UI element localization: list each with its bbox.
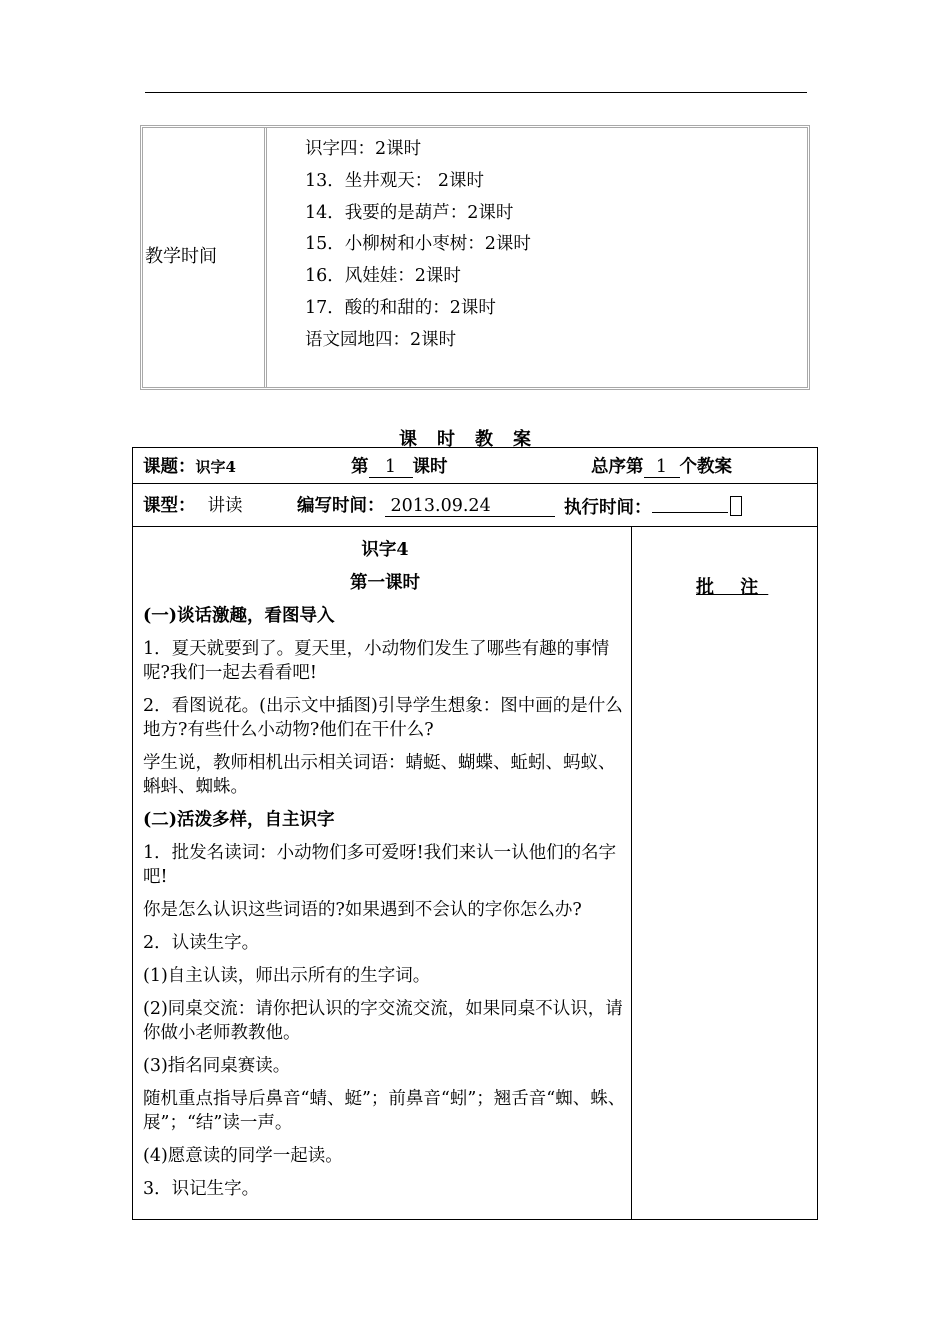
row-divider [133,526,817,527]
paragraph: 随机重点指导后鼻音“蜻、蜓”；前鼻音“蚓”；翘舌音“蜘、蛛、展”；“结”读一声。 [143,1089,626,1133]
schedule-item: 识字四：2课时 [305,139,422,159]
exec-value-blank [652,492,728,513]
compile-value: 2013.09.24 [385,496,555,517]
paragraph: 3．识记生字。 [143,1179,260,1199]
paragraph: (3)指名同桌赛读。 [143,1056,291,1076]
order-number-field [591,453,732,478]
lesson-plan-table [132,447,818,1220]
section-heading: (一)谈话激趣，看图导入 [143,606,335,626]
lesson-heading: 识字4 [361,540,409,560]
compile-label: 编写时间： [297,496,385,516]
lesson-prefix: 第 [351,457,369,477]
row-divider [133,483,817,484]
type-value: 讲读 [207,496,243,516]
topic-label: 课题： [143,457,196,477]
lesson-suffix: 课时 [412,457,448,477]
schedule-label-cell [143,128,267,387]
section-heading: (二)活泼多样，自主识字 [143,810,335,830]
schedule-item: 13．坐井观天： 2课时 [305,170,484,191]
type-label: 课型： [143,496,196,516]
paragraph: (2)同桌交流：请你把认识的字交流交流，如果同桌不认识，请你做小老师教教他。 [143,999,623,1043]
schedule-label: 教学时间 [145,246,217,267]
paragraph: 1．夏天就要到了。夏天里，小动物们发生了哪些有趣的事情呢?我们一起去看看吧! [143,639,610,683]
schedule-item: 语文园地四：2课时 [305,329,457,350]
paragraph: 学生说，教师相机出示相关词语：蜻蜓、蝴蝶、蚯蚓、蚂蚁、蝌蚪、蜘蛛。 [143,753,616,797]
column-divider [631,526,632,1219]
lesson-content [143,538,627,1210]
placeholder-box [730,496,742,516]
order-number: 1 [644,457,680,478]
lesson-number: 1 [369,457,413,478]
lesson-heading: 第一课时 [350,573,420,593]
paragraph: (4)愿意读的同学一起读。 [143,1146,343,1166]
topic-value: 识字4 [195,458,236,476]
lesson-number-field [351,453,448,478]
order-prefix: 总序第 [591,457,644,477]
schedule-table [140,125,810,390]
schedule-item: 14．我要的是葫芦：2课时 [305,202,514,223]
paragraph: 你是怎么认识这些词语的?如果遇到不会认的字你怎么办? [143,900,582,920]
paragraph: 2．认读生字。 [143,933,260,953]
header-rule [145,92,807,93]
paragraph: 2．看图说花。(出示文中插图)引导学生想象：图中画的是什么地方?有些什么小动物?他们在干什么? [143,696,623,740]
schedule-item: 16．风娃娃：2课时 [305,266,461,287]
type-field [143,492,243,517]
exec-time-field [564,492,742,519]
exec-label: 执行时间： [564,498,652,518]
order-suffix: 个教案 [679,457,732,477]
plan-title: 课时教案 [399,429,551,450]
paragraph: (1)自主认读，师出示所有的生字词。 [143,966,431,986]
schedule-items [305,134,531,357]
topic-field [143,453,236,478]
schedule-item: 17．酸的和甜的：2课时 [305,297,496,318]
compile-time-field [297,492,555,517]
schedule-item: 15．小柳树和小枣树：2课时 [305,234,531,255]
paragraph: 1．批发名读词：小动物们多可爱呀!我们来认一认他们的名字吧! [143,843,617,887]
annotation-label: 批 注 [696,577,769,598]
